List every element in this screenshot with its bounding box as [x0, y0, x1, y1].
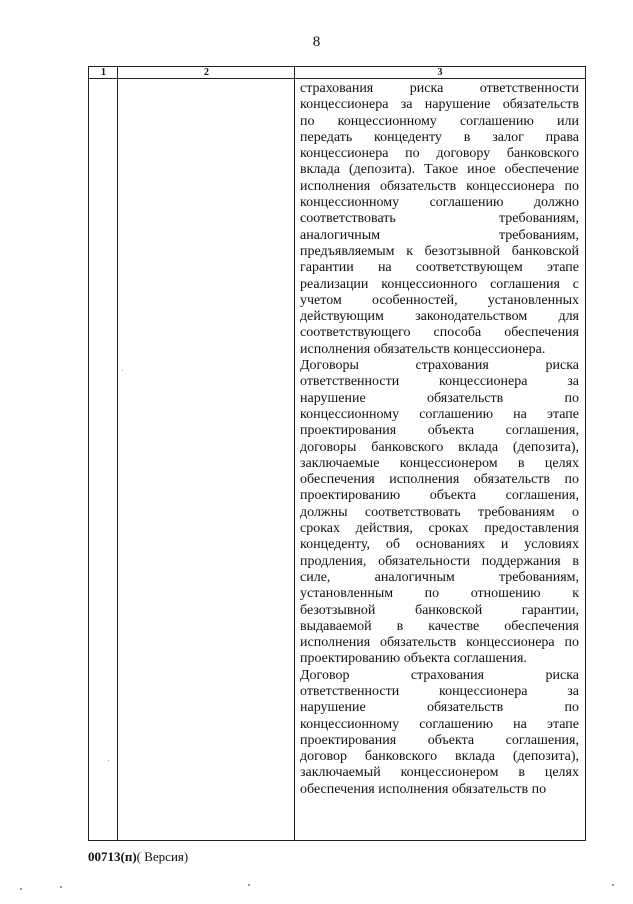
text-line: проектированию объекта соглашения, — [300, 488, 579, 504]
scan-speck — [108, 760, 109, 761]
text-line: заключаемые концессионером в целях — [300, 455, 579, 471]
page-number: 8 — [312, 34, 321, 50]
text-line: соответствующего способа обеспечения — [300, 325, 579, 341]
text-line: ответственности концессионера за — [300, 374, 579, 390]
paragraph — [300, 81, 579, 358]
text-line: обеспечения исполнения обязательств по — [300, 472, 579, 488]
text-line: нарушение обязательств по — [300, 700, 579, 716]
text-line: исполнения обязательств концессионера по — [300, 178, 579, 194]
text-line: установленным по отношению к — [300, 586, 579, 602]
text-line: нарушение обязательств по — [300, 390, 579, 406]
column-header-3: 3 — [295, 67, 585, 79]
text-line: страхования риска ответственности — [300, 81, 579, 96]
scan-speck — [20, 888, 22, 890]
text-line: выдаваемой в качестве обеспечения — [300, 618, 579, 634]
text-line: договоры банковского вклада (депозита), — [300, 439, 579, 455]
text-line: Договоры страхования риска — [300, 358, 579, 374]
scan-speck — [122, 370, 123, 371]
paragraph — [300, 358, 579, 668]
text-line: соответствовать требованиям, — [300, 211, 579, 227]
text-line: Договор страхования риска — [300, 667, 579, 683]
scan-speck — [60, 886, 62, 888]
text-line: продления, обязательности поддержания в — [300, 553, 579, 569]
text-line: концессионному соглашению должно — [300, 195, 579, 211]
text-line: гарантии на соответствующем этапе — [300, 260, 579, 276]
text-line: аналогичным требованиям, — [300, 227, 579, 243]
text-line: обеспечения исполнения обязательств по — [300, 781, 547, 797]
text-line: концессионному соглашению на этапе — [300, 716, 579, 732]
text-line: концеденту, об основаниях и условиях — [300, 537, 579, 553]
text-line: ответственности концессионера за — [300, 683, 579, 699]
text-line: концессионера по договору банковского — [300, 146, 579, 162]
text-line: проектирования объекта соглашения, — [300, 732, 579, 748]
text-line: концессионному соглашению на этапе — [300, 406, 579, 422]
column-divider-2 — [294, 67, 295, 840]
text-line: передать концеденту в залог права — [300, 129, 579, 145]
text-line: концессионера за нарушение обязательств — [300, 97, 579, 113]
text-line: предъявляемым к безотзывной банковской — [300, 243, 579, 259]
column-3-text — [300, 81, 579, 798]
text-line: проектированию объекта соглашения. — [300, 651, 527, 667]
text-line: учетом особенностей, установленных — [300, 292, 579, 308]
document-table — [88, 66, 586, 841]
text-line: вклада (депозита). Такое иное обеспечение — [300, 162, 579, 178]
text-line: договор банковского вклада (депозита), — [300, 749, 579, 765]
text-line: проектирования объекта соглашения, — [300, 423, 579, 439]
text-line: сроках действия, сроках предоставления — [300, 521, 579, 537]
column-divider-1 — [117, 67, 118, 840]
document-footer — [88, 849, 188, 865]
text-line: безотзывной банковской гарантии, — [300, 602, 579, 618]
column-header-1: 1 — [89, 67, 118, 79]
scan-speck — [248, 884, 250, 886]
text-line: заключаемый концессионером в целях — [300, 765, 579, 781]
document-code: 00713(п) — [88, 849, 137, 864]
text-line: действующим законодательством для — [300, 309, 579, 325]
scan-speck — [612, 884, 614, 886]
text-line: силе, аналогичным требованиям, — [300, 569, 579, 585]
text-line: реализации концессионного соглашения с — [300, 276, 579, 292]
text-line: исполнения обязательств концессионера. — [300, 341, 546, 357]
paragraph — [300, 668, 579, 798]
text-line: должны соответствовать требованиям о — [300, 504, 579, 520]
document-version: ( Версия) — [136, 849, 189, 864]
text-line: по концессионному соглашению или — [300, 113, 579, 129]
text-line: исполнения обязательств концессионера по — [300, 635, 579, 651]
column-header-2: 2 — [118, 67, 295, 79]
